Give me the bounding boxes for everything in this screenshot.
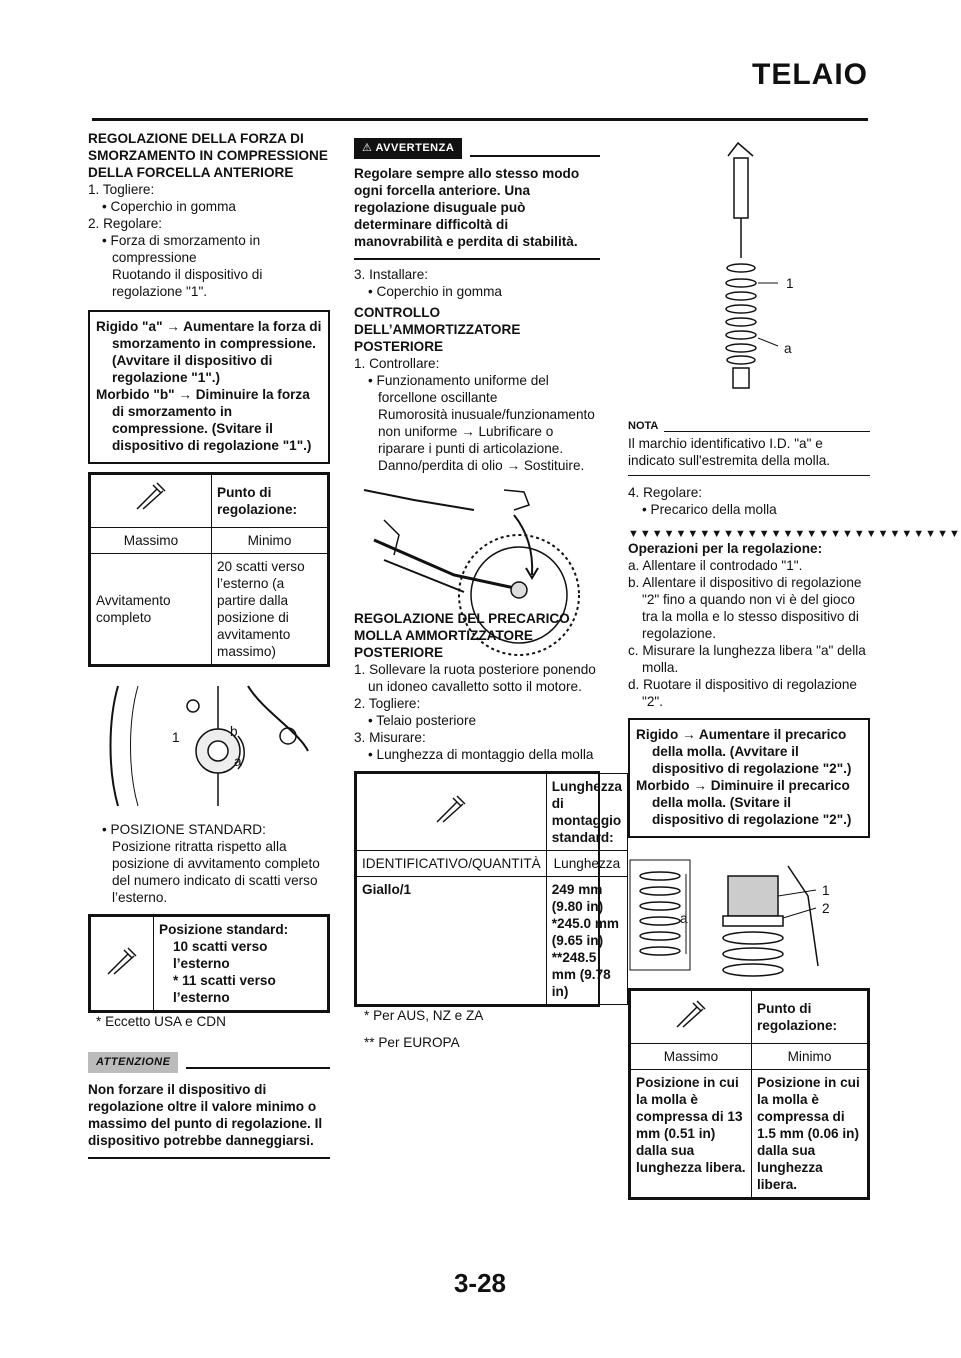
procedure-b: b. Allentare il dispositivo di regolazione "2" fino a quando non vi è del gioco tra la molla e lo stesso dispositivo di regolazione.: [628, 575, 862, 641]
step-2-sub: Ruotando il dispositivo di regolazione "1".: [112, 267, 263, 299]
label-2: 2: [822, 901, 830, 916]
preload-step-1: 1. Sollevare la ruota posteriore ponendo un idoneo cavalletto sotto il motore.: [354, 662, 596, 694]
procedure-c: c. Misurare la lunghezza libera "a" della molla.: [628, 643, 866, 675]
standard-spec: [154, 917, 328, 1011]
label-a: a: [234, 754, 242, 769]
page-number: 3-28: [453, 1268, 507, 1298]
attention-label: ATTENZIONE: [88, 1052, 178, 1073]
max-value: Avvitamento completo: [91, 554, 212, 665]
warning-header: [354, 138, 600, 159]
col-length: Lunghezza: [546, 851, 627, 877]
check-step-1: 1. Controllare:: [354, 356, 440, 371]
id-value: Giallo/1: [357, 877, 547, 1005]
check-item: • Funzionamento uniforme del forcellone oscillante: [368, 373, 549, 405]
note-bottom-rule: [628, 475, 870, 476]
swingarm-figure: [354, 480, 600, 610]
wrench-icon: [91, 917, 154, 1011]
preload-spec-title: Punto di regolazione:: [752, 991, 868, 1044]
preload-step-3-item: • Lunghezza di montaggio della molla: [368, 747, 594, 762]
preload-note-box: [628, 718, 870, 838]
col-min: Minimo: [212, 528, 328, 554]
section-heading-preload: REGOLAZIONE DEL PRECARICO MOLLA AMMORTIZZATORE POSTERIORE: [354, 611, 570, 660]
label-1: 1: [822, 883, 830, 898]
warning-icon: ⚠: [362, 142, 373, 154]
warning-label: ⚠ AVVERTENZA: [354, 138, 462, 159]
note-text: Il marchio identificativo I.D. "a" e indicato sull'estremita della molla.: [628, 436, 831, 468]
warning-text: Regolare sempre allo stesso modo ogni forcella anteriore. Una regolazione disuguale può determinare difficoltà di manovrabilità e perdita di stabilità.: [354, 166, 580, 249]
footnote-1: * Per AUS, NZ e ZA: [364, 1008, 484, 1023]
spec-table-length: [354, 771, 622, 1007]
note-soft: Morbido → Diminuire il precarico della molla. (Svitare il dispositivo di regolazione "2".): [636, 778, 852, 827]
preload-step-2: 2. Togliere:: [354, 696, 421, 711]
length-title: Lunghezza di montaggio standard:: [546, 774, 627, 851]
note-rigid: Rigido "a" → Aumentare la forza di smorzamento in compressione. (Avvitare il dispositivo di regolazione "1".): [96, 319, 322, 385]
step-4: 4. Regolare:: [628, 485, 703, 500]
max-value: Posizione in cui la molla è compressa di 13 mm (0.51 in) dalla sua lunghezza libera.: [631, 1070, 752, 1198]
header-rule: [92, 118, 868, 121]
step-1-item: • Coperchio in gomma: [102, 199, 236, 214]
column-1: [88, 130, 330, 1159]
attention-bottom-rule: [88, 1157, 330, 1159]
column-2: [354, 138, 622, 1051]
spec-table-standard: [88, 914, 330, 1013]
wrench-icon: [631, 991, 752, 1044]
section-heading-shock-check: CONTROLLO DELL’AMMORTIZZATORE POSTERIORE: [354, 305, 521, 354]
step-3: 3. Installare:: [354, 267, 429, 282]
label-a: a: [784, 341, 792, 356]
footnote-2: ** Per EUROPA: [364, 1035, 460, 1050]
attention-header: [88, 1052, 330, 1073]
adjust-note-box: [88, 310, 330, 464]
note-soft: Morbido "b" → Diminuire la forza di smorzamento in compressione. (Svitare il dispositivo di regolazione "1".): [96, 387, 312, 453]
page-title: TELAIO: [752, 58, 868, 91]
standard-line1: 10 scatti verso l’esterno: [173, 939, 268, 971]
wrench-icon: [357, 774, 547, 851]
label-b: b: [230, 724, 238, 739]
check-sub-1: Rumorosità inusuale/funzionamento non uniforme → Lubrificare o riparare i punti di articolazione.: [378, 407, 595, 456]
col-max: Massimo: [631, 1044, 752, 1070]
procedure-d: d. Ruotare il dispositivo di regolazione "2".: [628, 677, 857, 709]
preload-step-2-item: • Telaio posteriore: [368, 713, 477, 728]
col-id: IDENTIFICATIVO/QUANTITÀ: [357, 851, 547, 877]
label-1: 1: [786, 276, 794, 291]
min-value: Posizione in cui la molla è compressa di 1.5 mm (0.06 in) dalla sua lunghezza libera.: [752, 1070, 868, 1198]
procedure-a: a. Allentare il controdado "1".: [628, 558, 803, 573]
fork-adjuster-figure: [88, 681, 330, 821]
spec-title: Punto di regolazione:: [212, 475, 328, 528]
standard-item: • POSIZIONE STANDARD:: [102, 822, 266, 837]
warning-bottom-rule: [354, 258, 600, 260]
standard-line2: * 11 scatti verso l’esterno: [173, 973, 276, 1005]
step-3-item: • Coperchio in gomma: [368, 284, 502, 299]
col-min: Minimo: [752, 1044, 868, 1070]
section-heading-compression: REGOLAZIONE DELLA FORZA DI SMORZAMENTO IN COMPRESSIONE DELLA FORCELLA ANTERIORE: [88, 131, 328, 180]
min-value: 20 scatti verso l’esterno (a partire dalla posizione di avvitamento massimo): [212, 554, 328, 665]
footnote: * Eccetto USA e CDN: [96, 1014, 226, 1029]
label-a: a: [680, 911, 688, 926]
length-value: 249 mm (9.80 in) *245.0 mm (9.65 in) **248.5 mm (9.78 in): [546, 877, 627, 1005]
step-1: 1. Togliere:: [88, 182, 155, 197]
standard-title: Posizione standard:: [159, 922, 289, 937]
attention-rule: [186, 1067, 330, 1069]
procedure-start-arrows: ▼▼▼▼▼▼▼▼▼▼▼▼▼▼▼▼▼▼▼▼▼▼▼▼▼▼▼▼: [628, 528, 961, 540]
note-rigid: Rigido → Aumentare il precarico della molla. (Avvitare il dispositivo di regolazione "2".): [636, 727, 852, 776]
spec-table-preload: [628, 988, 870, 1200]
column-3: [628, 138, 961, 1200]
spec-table-adjust: [88, 472, 330, 667]
check-sub-2: Danno/perdita di olio → Sostituire.: [378, 458, 585, 473]
note-header: [628, 418, 870, 435]
attention-text: Non forzare il dispositivo di regolazione oltre il valore minimo o massimo del punto di regolazione. Il dispositivo potrebbe danneggiarsi.: [88, 1082, 323, 1148]
standard-text: Posizione ritratta rispetto alla posizione di avvitamento completo del numero indicato di scatti verso l’esterno.: [112, 839, 320, 905]
procedure-heading: Operazioni per la regolazione:: [628, 541, 823, 556]
step-2: 2. Regolare:: [88, 216, 163, 231]
shock-absorber-figure: [628, 138, 870, 418]
preload-step-3: 3. Misurare:: [354, 730, 426, 745]
spring-preload-figure: [628, 856, 870, 986]
col-max: Massimo: [91, 528, 212, 554]
note-label: NOTA: [628, 420, 659, 432]
note-rule: [664, 431, 870, 432]
wrench-icon: [91, 475, 212, 528]
step-4-item: • Precarico della molla: [642, 502, 777, 517]
step-2-item: • Forza di smorzamento in compressione: [102, 233, 261, 265]
label-1: 1: [172, 730, 180, 745]
warning-rule: [470, 155, 600, 157]
